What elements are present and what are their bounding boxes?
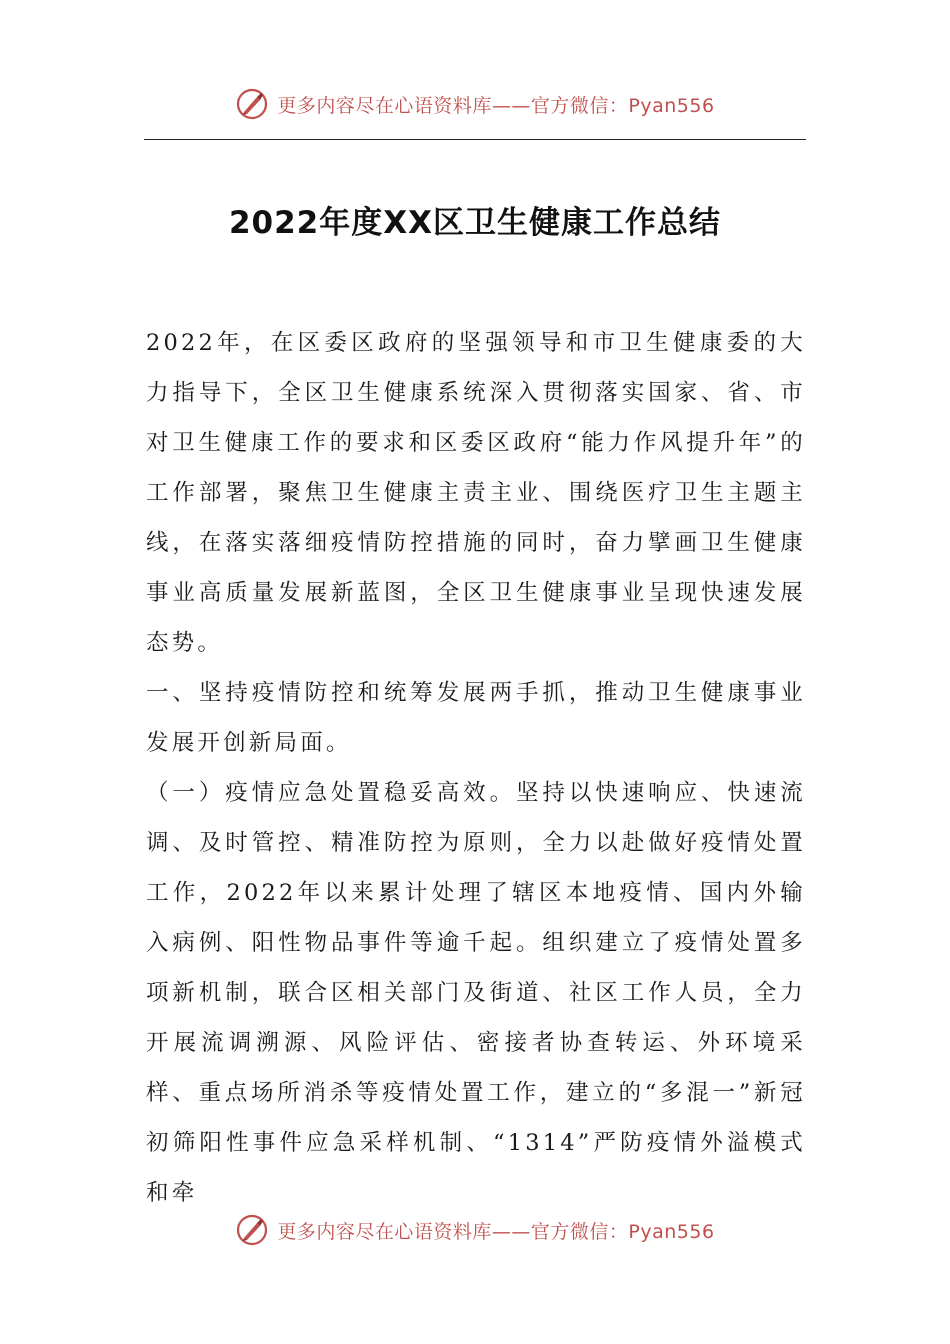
header-watermark bbox=[0, 84, 950, 124]
footer-watermark bbox=[0, 1210, 950, 1250]
body-paragraph-intro: 2022年，在区委区政府的坚强领导和市卫生健康委的大力指导下，全区卫生健康系统深入贯彻落实国家、省、市对卫生健康工作的要求和区委区政府“能力作风提升年”的工作部署，聚焦卫生健康主责主业、围绕医疗卫生主题主线，在落实落细疫情防控措施的同时，奋力擘画卫生健康事业高质量发展新蓝图，全区卫生健康事业呈现快速发展态势。 bbox=[146, 330, 806, 656]
document-body bbox=[146, 318, 806, 1218]
section-heading-1: 一、坚持疫情防控和统筹发展两手抓，推动卫生健康事业发展开创新局面。 bbox=[146, 680, 806, 756]
pen-logo-icon bbox=[235, 87, 269, 121]
watermark-text: 更多内容尽在心语资料库——官方微信：Pyan556 bbox=[277, 1220, 715, 1243]
watermark-text: 更多内容尽在心语资料库——官方微信：Pyan556 bbox=[277, 94, 715, 117]
document-title: 2022年度XX区卫生健康工作总结 bbox=[228, 204, 722, 241]
body-paragraph-subsection-1: （一）疫情应急处置稳妥高效。坚持以快速响应、快速流调、及时管控、精准防控为原则，全力以赴做好疫情处置工作，2022年以来累计处理了辖区本地疫情、国内外输入病例、阳性物品事件等逾千起。组织建立了疫情处置多项新机制，联合区相关部门及街道、社区工作人员，全力开展流调溯源、风险评估、密接者协查转运、外环境采样、重点场所消杀等疫情处置工作，建立的“多混一”新冠初筛阳性事件应急采样机制、“1314”严防疫情外溢模式和牵 bbox=[146, 780, 806, 1206]
header-divider bbox=[144, 139, 806, 140]
pen-logo-icon bbox=[235, 1213, 269, 1247]
